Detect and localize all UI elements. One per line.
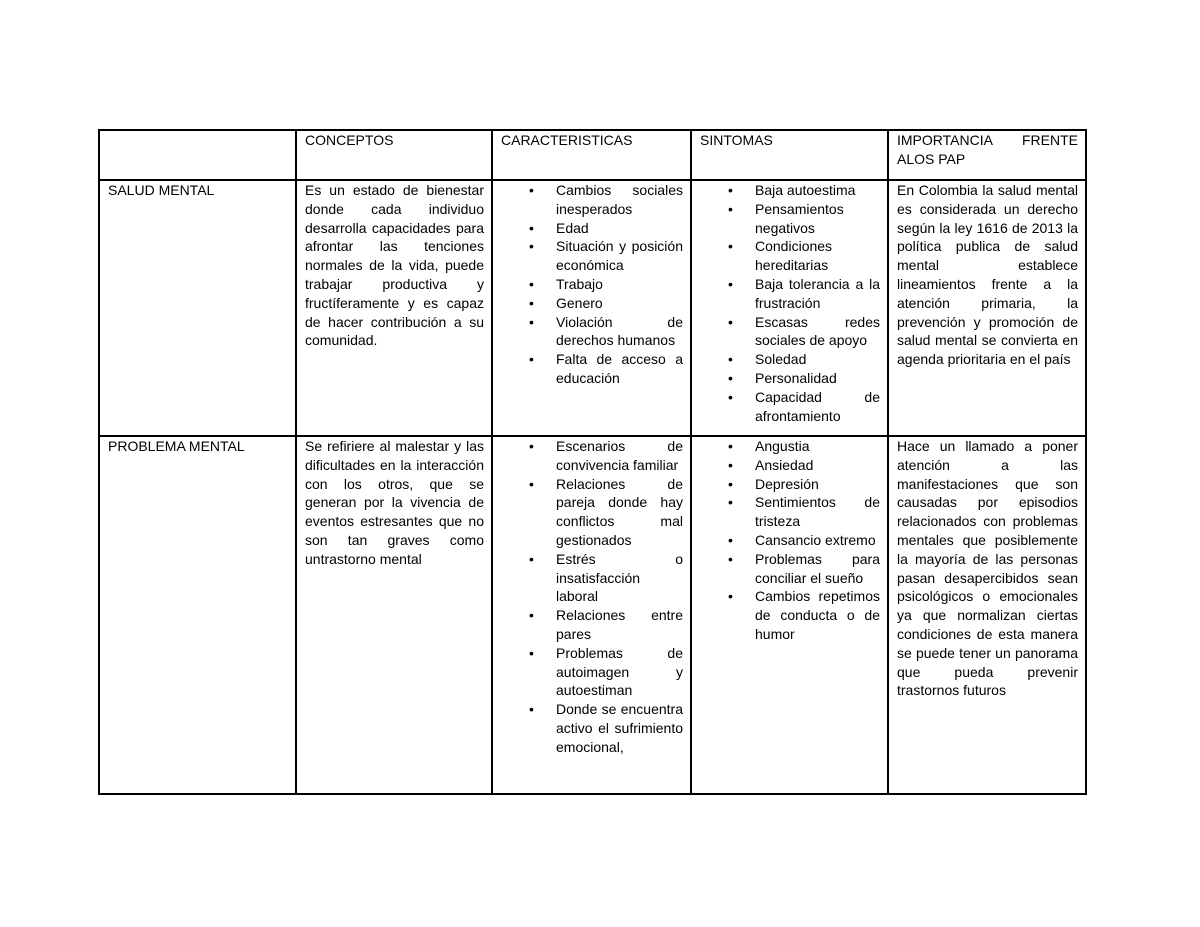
bullet-icon: • (529, 475, 534, 492)
header-cell-caracteristicas: CARACTERISTICAS (492, 130, 691, 180)
caracteristicas-cell (492, 436, 691, 794)
bullet-icon: • (529, 644, 534, 661)
list-item (700, 313, 880, 351)
list-item-text: Cansancio extremo (755, 531, 876, 548)
bullet-icon: • (728, 238, 733, 255)
bullet-icon: • (728, 182, 733, 198)
list-item-text: Baja autoestima (755, 182, 856, 198)
list-item (700, 587, 880, 643)
list-item (501, 219, 683, 238)
row-label: PROBLEMA MENTAL (99, 436, 296, 794)
list-item-text: Estrés o insatisfacción laboral (556, 550, 683, 605)
list-item (501, 350, 683, 388)
list-item (501, 275, 683, 294)
list-item (501, 550, 683, 606)
list-item (700, 200, 880, 238)
list-item (501, 181, 683, 219)
importancia-cell: En Colombia la salud mental es considerada un derecho según la ley 1616 de 2013 la política publica de salud mental establece lineamientos frente a la atención primaria, la prevención y promoción de salud mental se convierta en agenda prioritaria en el país (888, 180, 1086, 436)
sintomas-list (700, 437, 880, 644)
list-item (501, 437, 683, 475)
list-item-text: Relaciones entre pares (556, 607, 683, 642)
list-item (700, 493, 880, 531)
bullet-icon: • (728, 475, 733, 492)
bullet-icon: • (529, 275, 534, 292)
table-row (99, 436, 1086, 794)
bullet-icon: • (728, 531, 733, 548)
list-item (501, 644, 683, 700)
bullet-icon: • (728, 275, 733, 292)
list-item-text: Baja tolerancia a la frustración (755, 275, 880, 311)
bullet-icon: • (529, 607, 534, 624)
list-item-text: Angustia (755, 438, 810, 454)
list-item (501, 294, 683, 313)
concepto-cell: Se refiriere al malestar y las dificultades en la interacción con los otros, que se generan por la vivencia de eventos estresantes que no son tan graves como untrastorno mental (296, 436, 492, 794)
list-item-text: Genero (556, 294, 603, 311)
list-item-text: Depresión (755, 475, 819, 492)
bullet-icon: • (728, 313, 733, 330)
list-item-text: Violación de derechos humanos (556, 313, 683, 349)
list-item (700, 369, 880, 388)
list-item (700, 181, 880, 200)
bullet-icon: • (529, 182, 534, 198)
header-cell-importancia: IMPORTANCIA FRENTE ALOS PAP (888, 130, 1086, 180)
list-item (700, 350, 880, 369)
list-item (501, 237, 683, 275)
list-item (700, 275, 880, 313)
caracteristicas-list (501, 181, 683, 388)
bullet-icon: • (728, 456, 733, 473)
list-item-text: Situación y posición económica (556, 238, 683, 274)
list-item (501, 700, 683, 756)
bullet-icon: • (529, 701, 534, 718)
bullet-icon: • (529, 294, 534, 311)
bullet-icon: • (728, 494, 733, 511)
list-item-text: Problemas para conciliar el sueño (755, 550, 880, 586)
bullet-icon: • (728, 588, 733, 605)
list-item (501, 475, 683, 550)
bullet-icon: • (728, 200, 733, 217)
caracteristicas-cell (492, 180, 691, 436)
header-cell-empty (99, 130, 296, 180)
list-item-text: Relaciones de pareja donde hay conflictos mal gestionados (556, 475, 683, 548)
list-item-text: Trabajo (556, 275, 603, 292)
list-item-text: Cambios sociales inesperados (556, 182, 683, 217)
bullet-icon: • (728, 388, 733, 405)
bullet-icon: • (529, 438, 534, 454)
sintomas-cell (691, 436, 888, 794)
summary-table (98, 129, 1087, 795)
list-item-text: Soledad (755, 351, 807, 368)
list-item (700, 237, 880, 275)
header-cell-sintomas: SINTOMAS (691, 130, 888, 180)
bullet-icon: • (728, 438, 733, 454)
bullet-icon: • (529, 313, 534, 330)
list-item-text: Problemas de autoimagen y autoestiman (556, 644, 683, 699)
header-row (99, 130, 1086, 180)
list-item-text: Pensamientos negativos (755, 200, 844, 236)
table-row (99, 180, 1086, 436)
list-item (700, 456, 880, 475)
list-item (501, 606, 683, 644)
importancia-cell: Hace un llamado a poner atención a las manifestaciones que son causadas por episodios relacionados con problemas mentales que posiblemente la mayoría de las personas pasan desapercibidos sean psicológicos o emocionales ya que normalizan ciertas condiciones de esta manera se puede tener un panorama que pueda prevenir trastornos futuros (888, 436, 1086, 794)
list-item (700, 437, 880, 456)
list-item-text: Ansiedad (755, 456, 814, 473)
bullet-icon: • (529, 238, 534, 255)
bullet-icon: • (529, 351, 534, 368)
sintomas-list (700, 181, 880, 425)
list-item (700, 475, 880, 494)
list-item (700, 388, 880, 426)
list-item (700, 550, 880, 588)
row-label: SALUD MENTAL (99, 180, 296, 436)
list-item-text: Falta de acceso a educación (556, 351, 683, 386)
caracteristicas-list (501, 437, 683, 757)
bullet-icon: • (529, 550, 534, 567)
list-item-text: Condiciones hereditarias (755, 238, 833, 274)
header-cell-conceptos: CONCEPTOS (296, 130, 492, 180)
list-item-text: Donde se encuentra activo el sufrimiento emocional, (556, 701, 683, 755)
bullet-icon: • (728, 351, 733, 368)
list-item-text: Sentimientos de tristeza (755, 494, 880, 530)
list-item-text: Personalidad (755, 369, 837, 386)
concepto-cell: Es un estado de bienestar donde cada individuo desarrolla capacidades para afrontar las tenciones normales de la vida, puede trabajar productiva y fructíferamente y es capaz de hacer contribución a su comunidad. (296, 180, 492, 436)
list-item (700, 531, 880, 550)
list-item-text: Escenarios de convivencia familiar (556, 438, 683, 473)
bullet-icon: • (728, 369, 733, 386)
list-item-text: Capacidad de afrontamiento (755, 388, 880, 424)
list-item-text: Escasas redes sociales de apoyo (755, 313, 880, 349)
list-item-text: Cambios repetimos de conducta o de humor (755, 588, 880, 642)
bullet-icon: • (728, 550, 733, 567)
list-item (501, 313, 683, 351)
list-item-text: Edad (556, 219, 589, 236)
bullet-icon: • (529, 219, 534, 236)
sintomas-cell (691, 180, 888, 436)
